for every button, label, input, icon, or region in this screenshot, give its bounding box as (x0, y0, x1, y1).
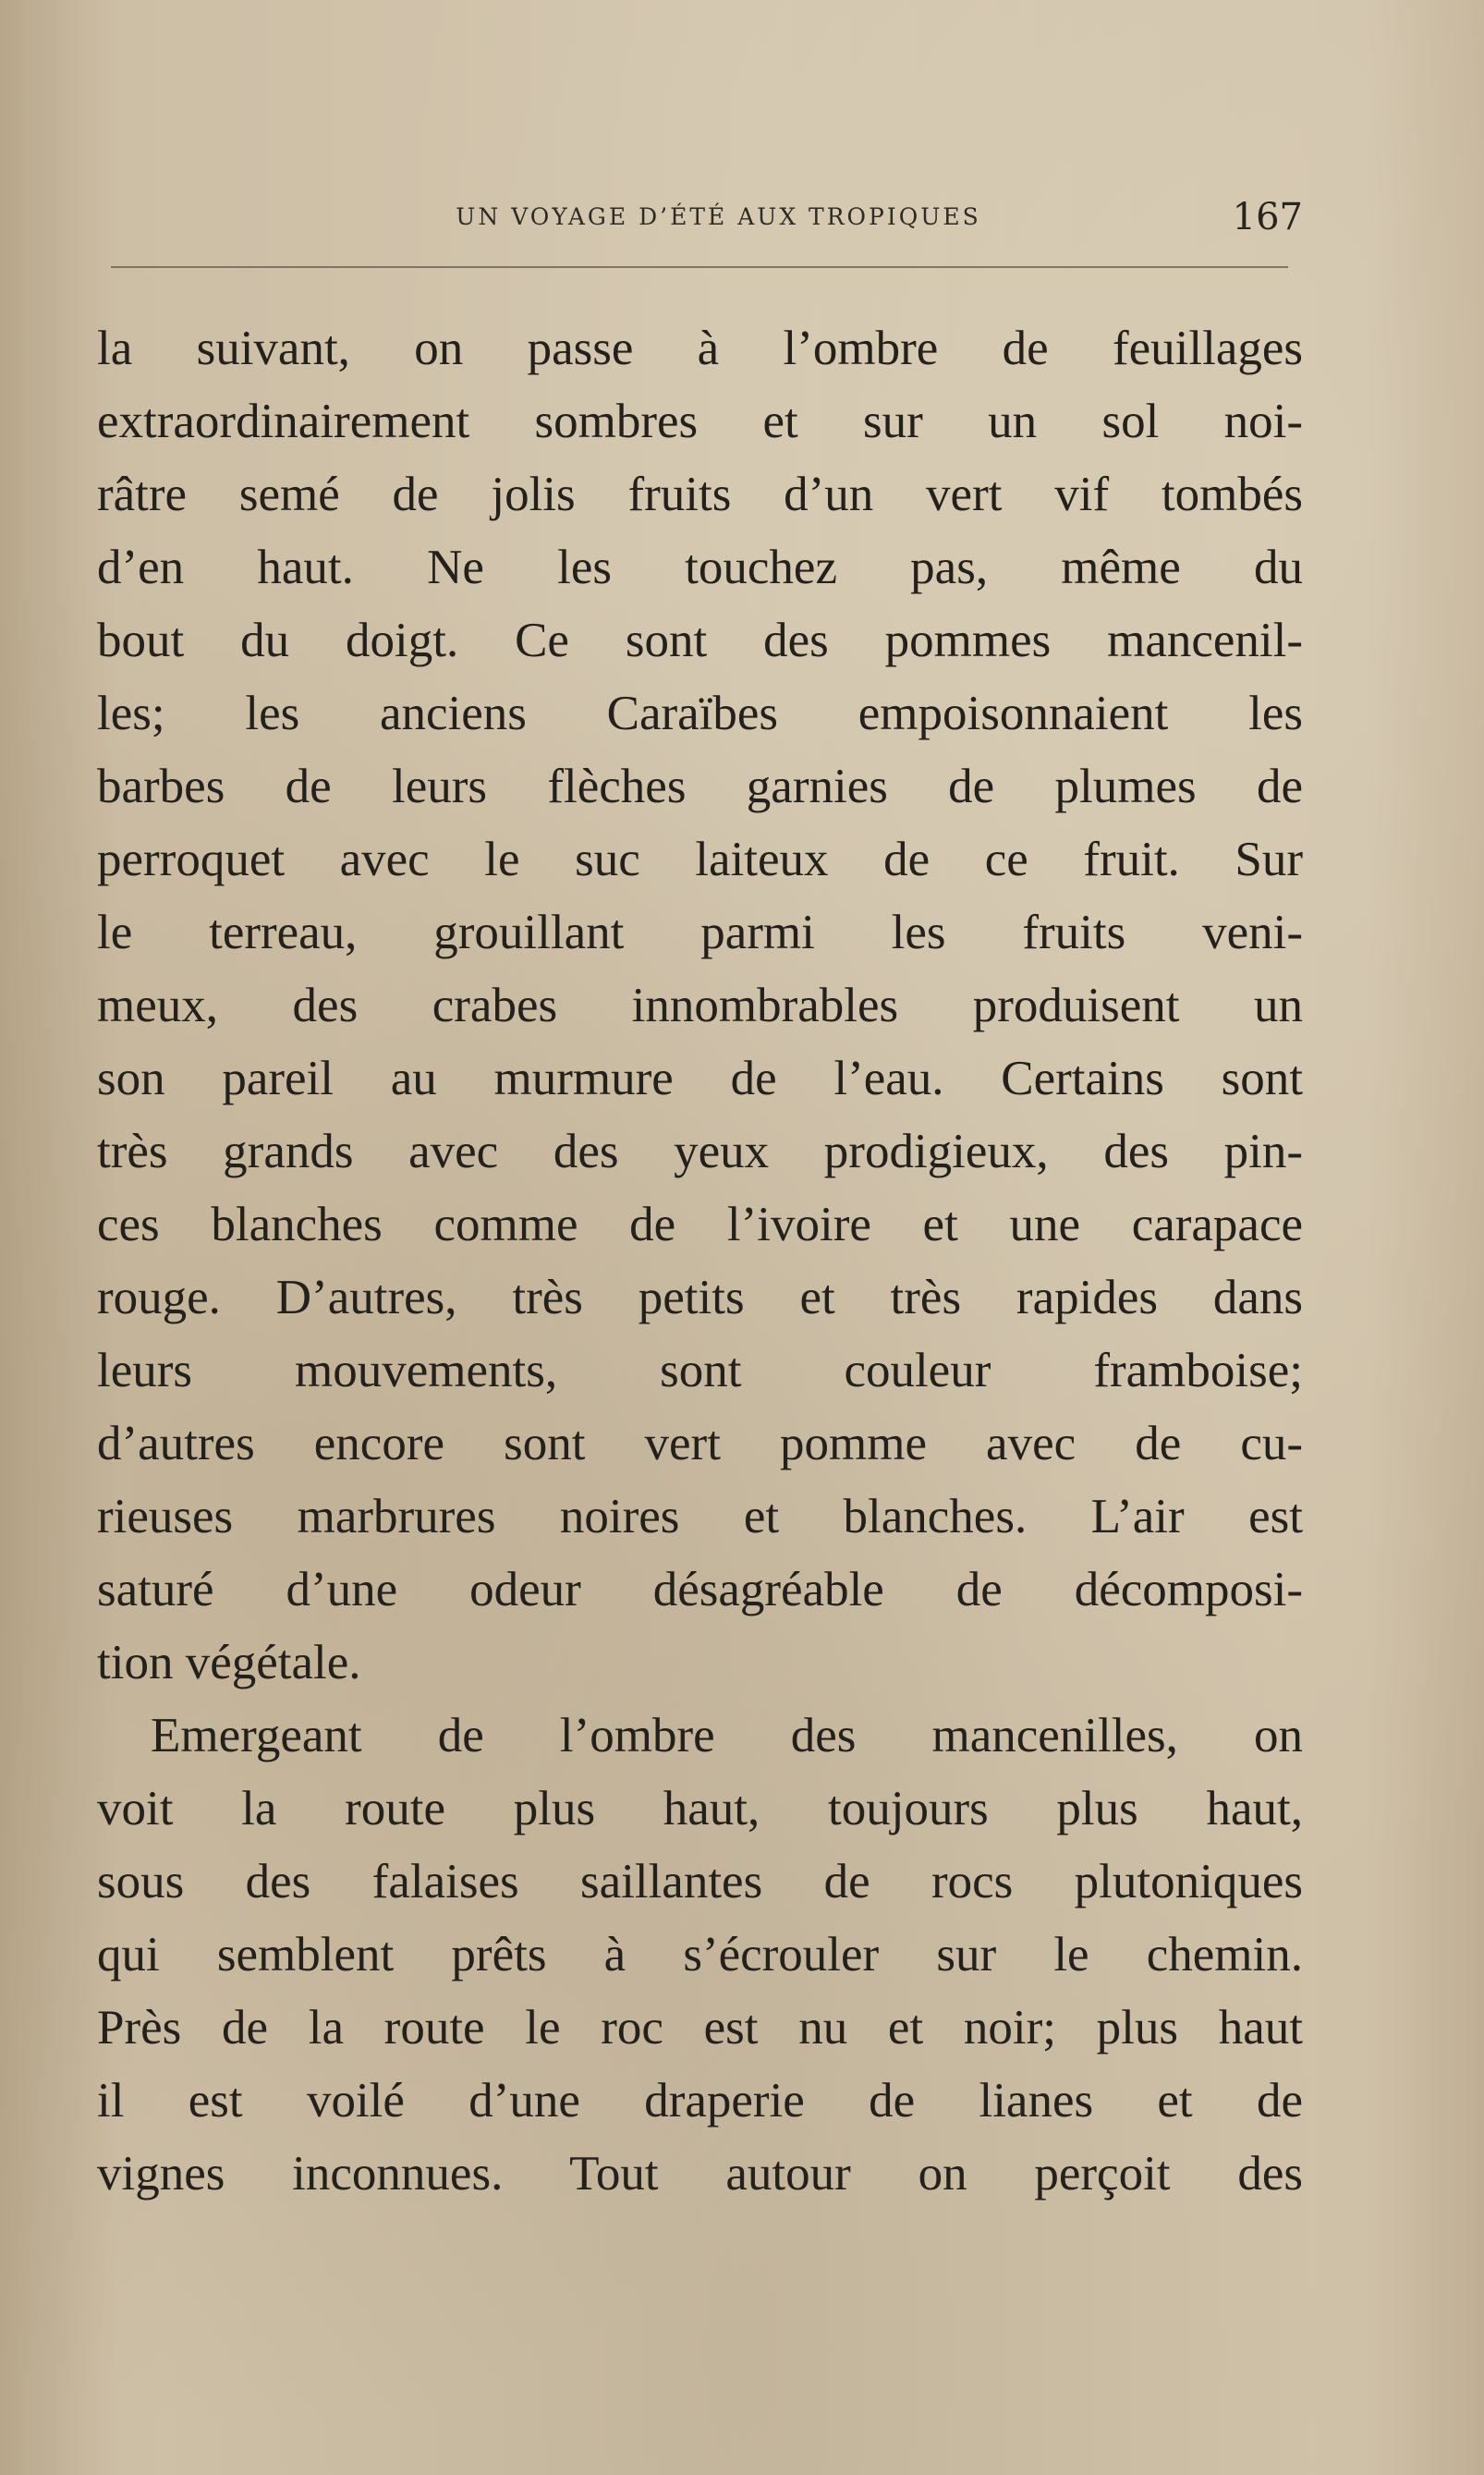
text-line: extraordinairement sombres et sur un sol noi- (97, 395, 1303, 448)
text-line: son pareil au murmure de l’eau. Certains sont (97, 1052, 1303, 1105)
text-line: saturé d’une odeur désagréable de décomposi- (97, 1563, 1303, 1616)
text-line: vignes inconnues. Tout autour on perçoit des (97, 2147, 1303, 2201)
paragraph-2 (97, 1700, 1303, 2211)
text-line: la suivant, on passe à l’ombre de feuillages (97, 322, 1303, 375)
text-line: voit la route plus haut, toujours plus haut, (97, 1782, 1303, 1835)
text-line: tion végétale. (97, 1636, 361, 1689)
text-line: d’autres encore sont vert pomme avec de cu- (97, 1417, 1303, 1470)
text-line: rieuses marbrures noires et blanches. L’air est (97, 1490, 1303, 1543)
text-line: Emergeant de l’ombre des mancenilles, on (151, 1709, 1303, 1762)
text-line: barbes de leurs flèches garnies de plumes de (97, 760, 1303, 813)
text-line: il est voilé d’une draperie de lianes et de (97, 2074, 1303, 2128)
text-line: très grands avec des yeux prodigieux, des pin- (97, 1125, 1303, 1178)
text-line: qui semblent prêts à s’écrouler sur le chemin. (97, 1928, 1303, 1981)
header-rule (111, 266, 1288, 268)
body-text (97, 312, 1303, 2211)
text-line: d’en haut. Ne les touchez pas, même du (97, 541, 1303, 594)
text-line: meux, des crabes innombrables produisent un (97, 979, 1303, 1032)
text-line: ces blanches comme de l’ivoire et une carapace (97, 1198, 1303, 1251)
text-line: sous des falaises saillantes de rocs plutoniques (97, 1855, 1303, 1908)
text-line: leurs mouvements, sont couleur framboise; (97, 1344, 1303, 1397)
running-title: UN VOYAGE D’ÉTÉ AUX TROPIQUES (456, 203, 981, 230)
page-number: 167 (1232, 196, 1303, 238)
page-header (97, 196, 1303, 244)
text-line: râtre semé de jolis fruits d’un vert vif tombés (97, 468, 1303, 521)
text-line: Près de la route le roc est nu et noir; plus haut (97, 2001, 1303, 2054)
text-line: le terreau, grouillant parmi les fruits veni- (97, 906, 1303, 959)
text-line: les; les anciens Caraïbes empoisonnaient les (97, 687, 1303, 740)
paragraph-1 (97, 312, 1303, 1700)
text-line: perroquet avec le suc laiteux de ce fruit. Sur (97, 833, 1303, 886)
text-line: rouge. D’autres, très petits et très rapides dans (97, 1271, 1303, 1324)
text-line: bout du doigt. Ce sont des pommes mancenil- (97, 614, 1303, 667)
